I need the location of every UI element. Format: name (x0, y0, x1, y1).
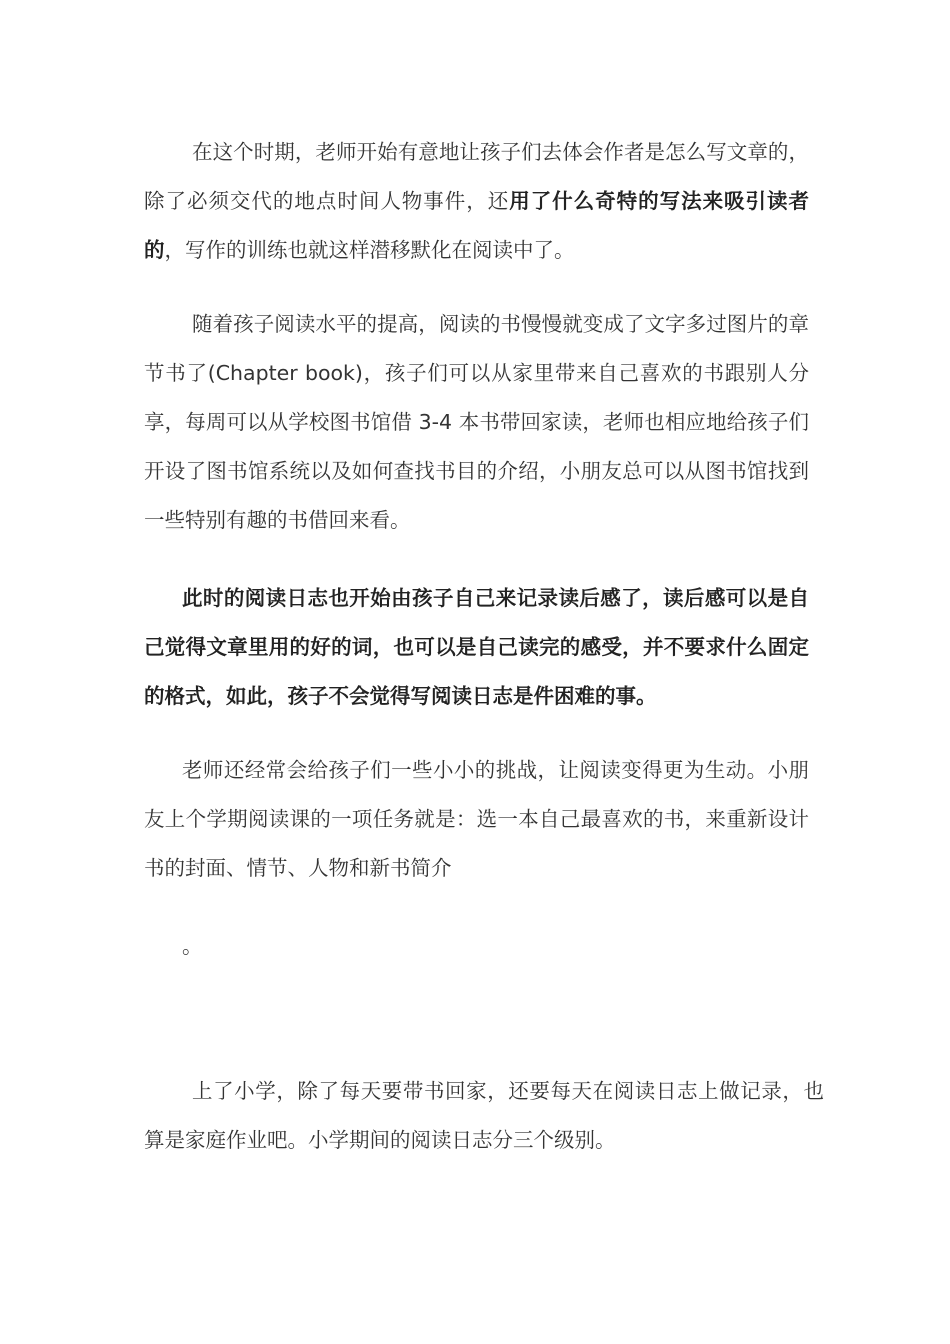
paragraph-chapter-books: 随着孩子阅读水平的提高，阅读的书慢慢就变成了文字多过图片的章节书了(Chapter book)，孩子们可以从家里带来自己喜欢的书跟别人分享，每周可以从学校图书馆借 3-4 本书带回家读，老师也相应地给孩子们开设了图书馆系统以及如何查找书目的介绍，小朋友总可以从图书馆找到一些特别有趣的书借回来看。 (144, 312, 809, 532)
paragraph-text: ，写作的训练也就这样潜移默化在阅读中了。 (164, 238, 575, 262)
paragraph-writing-techniques (144, 128, 809, 275)
bold-emphasis: 用了什么奇特的写法来吸引读者的 (144, 189, 810, 262)
paragraph-primary-school-log: 上了小学，除了每天要带书回家，还要每天在阅读日志上做记录，也算是家庭作业吧。小学期间的阅读日志分三个级别。 (144, 1079, 824, 1152)
paragraph-reading-challenge: 老师还经常会给孩子们一些小小的挑战，让阅读变得更为生动。小朋友上个学期阅读课的一项任务就是：选一本自己最喜欢的书，来重新设计书的封面、情节、人物和新书简介 (144, 758, 809, 880)
paragraph-reading-log-bold: 此时的阅读日志也开始由孩子自己来记录读后感了，读后感可以是自己觉得文章里用的好的词，也可以是自己读完的感受，并不要求什么固定的格式，如此，孩子不会觉得写阅读日志是件困难的事。 (144, 586, 809, 708)
paragraph-text: 在这个时期，老师开始有意地让孩子们去体会作者是怎么写文章的，除了必须交代的地点时间人物事件，还 (144, 140, 809, 213)
paragraph-stray-period: 。 (182, 934, 203, 958)
